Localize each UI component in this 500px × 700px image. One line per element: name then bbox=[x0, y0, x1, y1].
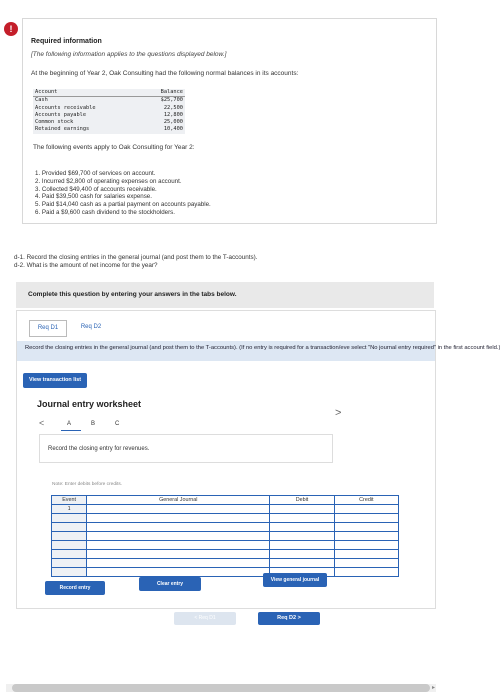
account-name: Retained earnings bbox=[35, 126, 90, 133]
account-balance: 22,500 bbox=[163, 104, 183, 111]
tabs-panel bbox=[16, 310, 500, 609]
debit-input[interactable] bbox=[270, 523, 334, 532]
account-input[interactable] bbox=[87, 559, 270, 568]
record-instruction: Record the closing entry for revenues. bbox=[48, 446, 150, 452]
credit-input[interactable] bbox=[334, 559, 398, 568]
table-row bbox=[52, 568, 399, 577]
chevron-left-icon[interactable]: < bbox=[39, 418, 45, 428]
event-cell bbox=[52, 541, 87, 550]
account-input[interactable] bbox=[87, 514, 270, 523]
next-req-button[interactable]: Req D2 > bbox=[258, 612, 320, 625]
list-item: 6. Paid a $9,600 cash dividend to the stockholders. bbox=[35, 208, 175, 216]
account-name: Common stock bbox=[35, 119, 74, 126]
chevron-right-icon[interactable]: > bbox=[335, 407, 342, 419]
credit-input[interactable] bbox=[334, 541, 398, 550]
table-row bbox=[52, 541, 399, 550]
account-input[interactable] bbox=[87, 568, 270, 577]
req-instruction: Record the closing entries in the general journal (and post them to the T-accounts). (If no entry is required for a transaction/eve select "No journal entry required" in the first account field.) bbox=[25, 345, 500, 351]
table-row bbox=[52, 532, 399, 541]
account-balance: $25,700 bbox=[160, 97, 183, 104]
debit-input[interactable] bbox=[270, 514, 334, 523]
record-instruction-box bbox=[39, 434, 333, 463]
balances-table bbox=[33, 89, 185, 134]
debit-input[interactable] bbox=[270, 532, 334, 541]
table-row bbox=[52, 523, 399, 532]
alert-icon: ! bbox=[4, 22, 18, 36]
account-input[interactable] bbox=[87, 541, 270, 550]
questions bbox=[14, 254, 258, 270]
list-item: 4. Paid $39,500 cash for salaries expense. bbox=[35, 193, 152, 201]
info-title: Required information bbox=[31, 38, 102, 45]
worksheet-page-c[interactable]: C bbox=[115, 421, 120, 427]
event-cell bbox=[52, 523, 87, 532]
balance-header: Balance bbox=[141, 89, 185, 97]
table-row bbox=[52, 514, 399, 523]
account-name: Accounts receivable bbox=[35, 104, 96, 111]
credit-input[interactable] bbox=[334, 568, 398, 577]
account-input[interactable] bbox=[87, 532, 270, 541]
event-cell: 1 bbox=[52, 505, 87, 514]
worksheet-page-b[interactable]: B bbox=[91, 421, 96, 427]
question-d2: d-2. What is the amount of net income for the year? bbox=[14, 262, 158, 269]
account-balance: 10,400 bbox=[163, 126, 183, 133]
list-item: 1. Provided $69,700 of services on account. bbox=[35, 170, 156, 177]
list-item: 3. Collected $49,400 of accounts receivable. bbox=[35, 185, 157, 193]
view-general-journal-button[interactable]: View general journal bbox=[263, 573, 327, 587]
account-input[interactable] bbox=[87, 550, 270, 559]
journal-header-row bbox=[52, 496, 399, 505]
debits-note: Note: Enter debits before credits. bbox=[52, 482, 123, 487]
table-row bbox=[33, 97, 185, 105]
list-item: 5. Paid $14,040 cash as a partial payment on accounts payable. bbox=[35, 201, 211, 209]
credit-input[interactable] bbox=[334, 532, 398, 541]
account-input[interactable] bbox=[87, 505, 270, 514]
table-row bbox=[33, 112, 185, 119]
debit-input[interactable] bbox=[270, 505, 334, 514]
credit-input[interactable] bbox=[334, 523, 398, 532]
events-list bbox=[35, 170, 211, 217]
req-instruction-bar bbox=[17, 341, 500, 361]
scroll-right-arrow-icon[interactable]: ▸ bbox=[431, 685, 435, 691]
debit-header: Debit bbox=[270, 496, 334, 505]
table-row bbox=[52, 550, 399, 559]
account-input[interactable] bbox=[87, 523, 270, 532]
account-balance: 12,800 bbox=[163, 111, 183, 118]
horizontal-scrollbar[interactable] bbox=[6, 684, 436, 692]
balances-header-row bbox=[33, 89, 185, 97]
worksheet-title: Journal entry worksheet bbox=[37, 399, 142, 409]
event-cell bbox=[52, 559, 87, 568]
debit-input[interactable] bbox=[270, 541, 334, 550]
event-cell bbox=[52, 514, 87, 523]
complete-text: Complete this question by entering your answers in the tabs below. bbox=[28, 291, 237, 298]
clear-entry-button[interactable]: Clear entry bbox=[139, 577, 201, 591]
journal-entry-table bbox=[51, 495, 399, 577]
question-d1: d-1. Record the closing entries in the general journal (and post them to the T-accounts). bbox=[14, 254, 258, 261]
active-page-indicator bbox=[61, 430, 81, 431]
table-row bbox=[52, 559, 399, 568]
event-cell bbox=[52, 550, 87, 559]
credit-input[interactable] bbox=[334, 514, 398, 523]
account-balance: 25,000 bbox=[163, 119, 183, 126]
account-name: Accounts payable bbox=[35, 111, 87, 118]
info-subtitle: [The following information applies to the questions displayed below.] bbox=[31, 51, 227, 58]
credit-input[interactable] bbox=[334, 505, 398, 514]
table-row bbox=[33, 126, 185, 133]
required-information-panel bbox=[22, 18, 437, 224]
general-journal-header: General Journal bbox=[87, 496, 270, 505]
prev-req-button[interactable]: < Req D1 bbox=[174, 612, 236, 625]
events-intro: The following events apply to Oak Consulting for Year 2: bbox=[33, 144, 195, 151]
debit-input[interactable] bbox=[270, 550, 334, 559]
event-cell bbox=[52, 532, 87, 541]
debit-input[interactable] bbox=[270, 559, 334, 568]
scrollbar-thumb[interactable] bbox=[12, 684, 430, 692]
event-header: Event bbox=[52, 496, 87, 505]
credit-input[interactable] bbox=[334, 550, 398, 559]
list-item: 2. Incurred $2,800 of operating expenses on account. bbox=[35, 177, 182, 185]
account-header: Account bbox=[33, 89, 141, 97]
view-transaction-list-button[interactable]: View transaction list bbox=[23, 373, 87, 388]
table-row bbox=[33, 119, 185, 126]
tab-req-d1[interactable]: Req D1 bbox=[29, 320, 67, 337]
account-name: Cash bbox=[35, 97, 48, 104]
credit-header: Credit bbox=[334, 496, 398, 505]
table-row bbox=[52, 505, 399, 514]
record-entry-button[interactable]: Record entry bbox=[45, 581, 105, 595]
tab-req-d2[interactable]: Req D2 bbox=[80, 324, 102, 330]
table-row bbox=[33, 105, 185, 112]
complete-banner bbox=[16, 282, 434, 308]
worksheet-page-a[interactable]: A bbox=[67, 421, 72, 427]
event-cell bbox=[52, 568, 87, 577]
info-beginning-text: At the beginning of Year 2, Oak Consulting had the following normal balances in its accounts: bbox=[31, 70, 299, 77]
